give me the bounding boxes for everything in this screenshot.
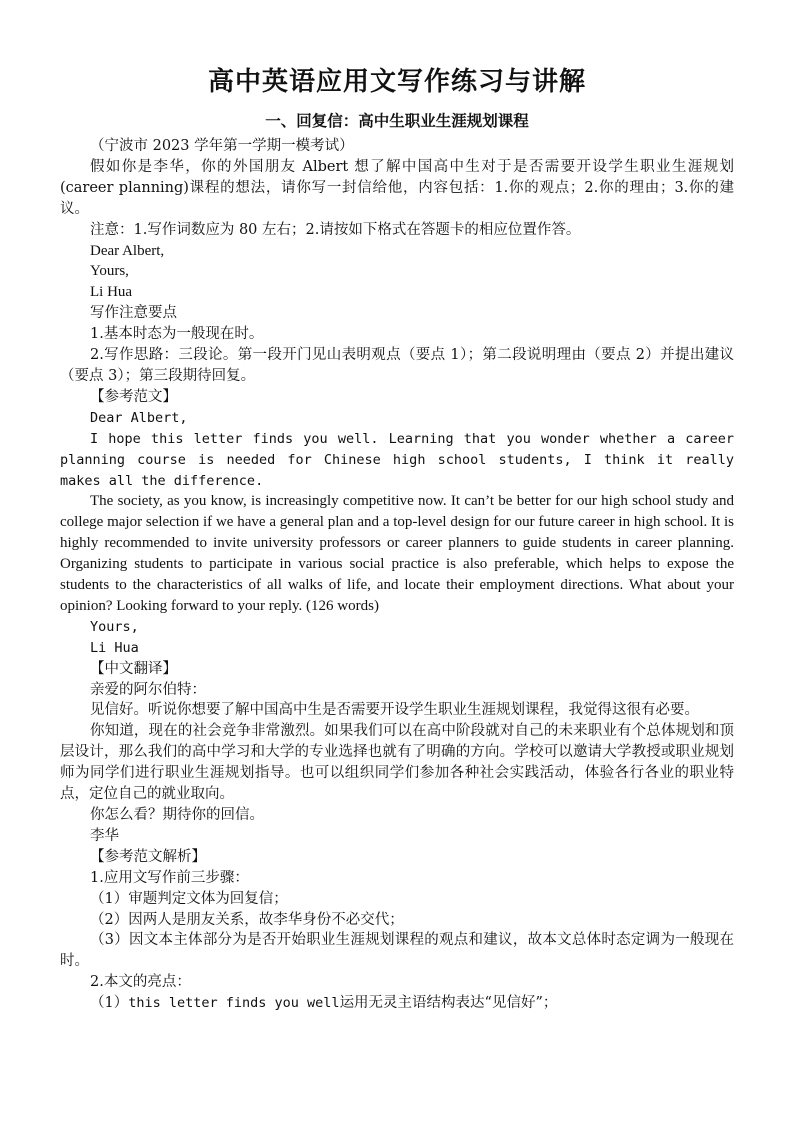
model-paragraph-1: I hope this letter finds you well. Learning that you wonder whether a career planning course is needed for Chinese high school students, I think it really makes all the difference. bbox=[60, 430, 734, 489]
model-paragraph-2: The society, as you know, is increasingly competitive now. It can’t be better for our high school study and college major selection if we have a general plan and a top-level design for our future career in high school. It is highly recommended to invite university professors or career planners to guide students in career planning. Organizing students to participate in various social practice is also preferable, which helps to expose the students to the characteristics of all walks of life, and locate their employment directions. What about your opinion? Looking forward to your reply. (126 words) bbox=[60, 493, 734, 614]
translation-signature: 李华 bbox=[90, 827, 119, 844]
model-heading: 【参考范文】 bbox=[90, 388, 177, 405]
format-greeting: Dear Albert, bbox=[90, 242, 165, 259]
format-closing: Yours, bbox=[90, 263, 129, 280]
analysis-step: （3）因文本主体部分为是否开始职业生涯规划课程的观点和建议，故本文总体时态定调为一般现在时。 bbox=[60, 932, 734, 970]
model-greeting: Dear Albert, bbox=[90, 409, 188, 426]
document-title: 高中英语应用文写作练习与讲解 bbox=[207, 67, 586, 97]
analysis-heading: 【参考范文解析】 bbox=[90, 848, 206, 865]
tips-heading: 写作注意要点 bbox=[90, 305, 177, 322]
translation-heading: 【中文翻译】 bbox=[90, 660, 177, 677]
analysis-step: （1）审题判定文体为回复信； bbox=[90, 890, 288, 907]
format-signature: Li Hua bbox=[90, 284, 133, 301]
analysis-step: （2）因两人是朋友关系，故李华身份不必交代； bbox=[90, 911, 404, 928]
highlight-explanation: 运用无灵主语结构表达“见信好”； bbox=[339, 995, 558, 1012]
tip-item: 1.基本时态为一般现在时。 bbox=[90, 326, 264, 343]
writing-prompt: 假如你是李华，你的外国朋友 Albert 想了解中国高中生对于是否需要开设学生职业生涯规划(career planning)课程的想法，请你写一封信给他，内容包括：1.你的观点；2.你的理由；3.你的建议。 bbox=[60, 158, 734, 217]
translation-paragraph-2: 你知道，现在的社会竞争非常激烈。如果我们可以在高中阶段就对自己的未来职业有个总体规划和顶层设计，那么我们的高中学习和大学的专业选择也就有了明确的方向。学校可以邀请大学教授或职业规划师为同学们进行职业生涯规划指导。也可以组织同学们参加各种社会实践活动，体验各行各业的职业特点，定位自己的就业取向。 bbox=[60, 723, 734, 803]
writing-note: 注意：1.写作词数应为 80 左右；2.请按如下格式在答题卡的相应位置作答。 bbox=[90, 221, 581, 238]
model-closing: Yours, bbox=[90, 618, 139, 635]
analysis-highlight-heading: 2.本文的亮点： bbox=[90, 974, 191, 991]
model-signature: Li Hua bbox=[90, 639, 139, 656]
exam-source: （宁波市 2023 学年第一学期一模考试） bbox=[90, 138, 354, 154]
section-title: 一、回复信：高中生职业生涯规划课程 bbox=[265, 112, 529, 130]
translation-greeting: 亲爱的阿尔伯特： bbox=[90, 681, 206, 698]
highlight-english-phrase: this letter finds you well bbox=[128, 995, 340, 1012]
analysis-highlight-1: （1）this letter finds you well运用无灵主语结构表达“见信好”； bbox=[90, 995, 558, 1012]
translation-paragraph-3: 你怎么看？期待你的回信。 bbox=[90, 807, 264, 823]
translation-paragraph-1: 见信好。听说你想要了解中国高中生是否需要开设学生职业生涯规划课程，我觉得这很有必要。 bbox=[90, 702, 699, 719]
tip-item: 2.写作思路：三段论。第一段开门见山表明观点（要点 1）；第二段说明理由（要点 2）并提出建议（要点 3）；第三段期待回复。 bbox=[60, 347, 734, 384]
analysis-step-heading: 1.应用文写作前三步骤： bbox=[90, 869, 249, 886]
